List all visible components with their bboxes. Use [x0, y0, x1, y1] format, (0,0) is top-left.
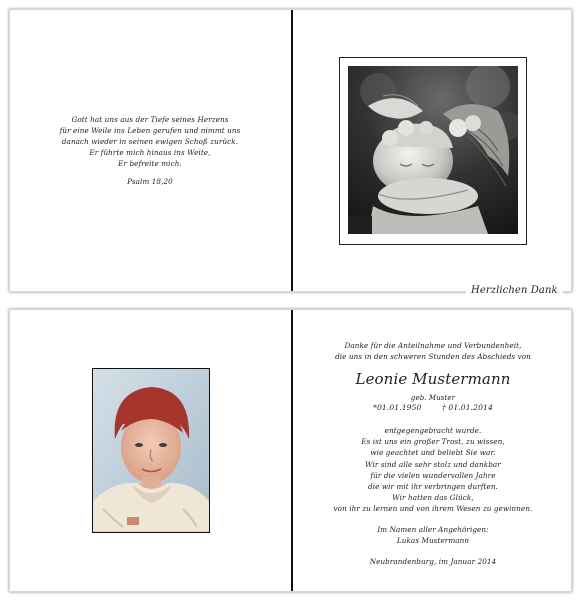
intro-line: Danke für die Anteilnahme und Verbundenheit,	[344, 341, 522, 350]
relatives-line: Lukas Mustermann	[396, 536, 470, 545]
verse-panel	[10, 10, 291, 291]
angel-photo	[348, 66, 518, 234]
relatives-line: Im Namen aller Angehörigen:	[377, 525, 489, 534]
angel-photo-frame	[339, 57, 558, 296]
verse-line: danach wieder in seinen ewigen Schoß zurück.	[61, 137, 239, 146]
bible-verse	[50, 114, 250, 169]
portrait-panel	[10, 310, 291, 591]
life-dates	[293, 403, 573, 412]
verse-line: Gott hat uns aus der Tiefe seines Herzens	[71, 115, 229, 124]
deceased-name: Leonie Mustermann	[355, 370, 511, 388]
place-date: Neubrandenburg, im Januar 2014	[369, 557, 497, 566]
poem-line: wie geachtet und beliebt Sie war.	[370, 448, 496, 458]
poem-line: für die vielen wundervollen Jahre	[370, 470, 496, 480]
verse-line: Er befreite mich.	[118, 159, 182, 168]
luck-line: von ihr zu lernen und von ihrem Wesen zu gewinnen.	[333, 504, 533, 513]
thanks-panel	[293, 10, 573, 296]
verse-line: Er führte mich hinaus ins Weite,	[89, 148, 211, 157]
birth-name: geb. Muster	[410, 394, 456, 402]
luck-line: Wir hatten das Glück,	[392, 493, 474, 502]
relatives-signature	[293, 524, 573, 546]
intro-text	[293, 340, 573, 362]
death-date: † 01.01.2014	[442, 403, 493, 412]
portrait-photo	[92, 368, 210, 533]
luck-text	[293, 492, 573, 514]
card-inner-spread	[9, 309, 572, 592]
poem-line: die wir mit ihr verbringen durften.	[368, 482, 498, 492]
birth-date: *01.01.1950	[373, 403, 422, 412]
thanks-text-panel	[293, 310, 573, 591]
intro-line: die uns in den schweren Stunden des Abschieds von	[335, 352, 531, 361]
verse-line: für eine Weile ins Leben gerufen und nimmt uns	[59, 126, 241, 135]
poem-line: entgegengebracht wurde.	[384, 426, 482, 435]
card-outer-spread	[9, 9, 572, 296]
thanks-poem	[293, 425, 573, 492]
thanks-label: Herzlichen Dank	[466, 285, 563, 296]
poem-line: Es ist uns ein großer Trost, zu wissen,	[361, 437, 505, 447]
poem-line: Wir sind alle sehr stolz und dankbar	[365, 459, 501, 469]
verse-source: Psalm 18,20	[127, 177, 173, 186]
